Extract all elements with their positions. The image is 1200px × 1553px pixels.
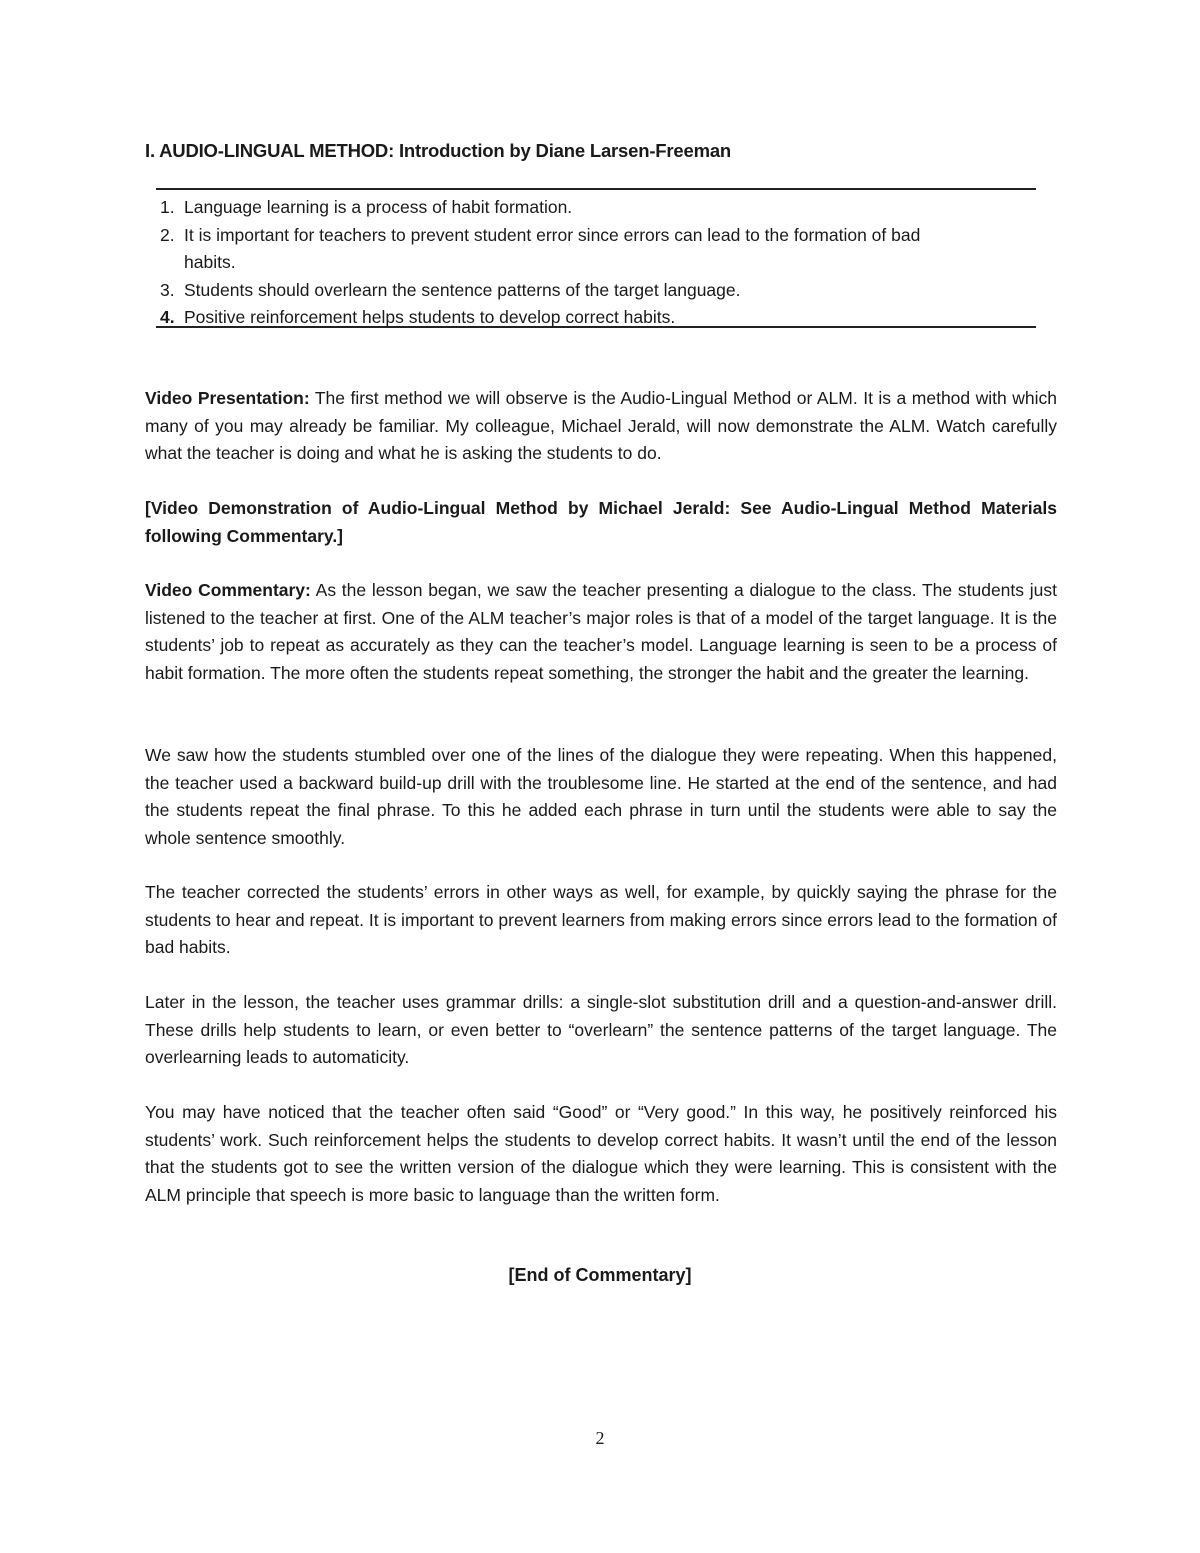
principle-number: 4.: [160, 307, 175, 327]
principle-number: 1.: [160, 197, 175, 217]
principle-text: Language learning is a process of habit formation.: [184, 197, 573, 217]
commentary-paragraph: Later in the lesson, the teacher uses grammar drills: a single-slot substitution drill and a question-and-answer drill. These drills help students to learn, or even better to “overlearn” the sentence patterns of the target language. The overlearning leads to automaticity.: [145, 992, 1057, 1067]
principle-text: Students should overlearn the sentence patterns of the target language.: [184, 279, 741, 300]
commentary-paragraph: The teacher corrected the students’ errors in other ways as well, for example, by quickly saying the phrase for the students to hear and repeat. It is important to prevent learners from making errors since errors lead to the formation of bad habits.: [145, 882, 1057, 957]
video-presentation-label: Video Presentation:: [145, 388, 310, 408]
principle-item: [156, 277, 1036, 305]
principles-list: [156, 194, 1036, 332]
video-commentary-paragraph: [145, 577, 1057, 687]
principles-box: [156, 188, 1036, 328]
page-number: 2: [595, 1428, 605, 1448]
end-of-commentary: [End of Commentary]: [508, 1265, 692, 1285]
video-commentary-text: As the lesson began, we saw the teacher presenting a dialogue to the class. The students just listened to the teacher at first. One of the ALM teacher’s major roles is that of a model of the target language. It is the students’ job to repeat as accurately as they can the teacher’s model. Language learning is seen to be a process of habit formation. The more often the students repeat something, the stronger the habit and the greater the learning.: [145, 580, 1057, 683]
video-presentation-text: The first method we will observe is the Audio-Lingual Method or ALM. It is a method with which many of you may already be familiar. My colleague, Michael Jerald, will now demonstrate the ALM. Watch carefully what the teacher is doing and what he is asking the students to do.: [145, 388, 1057, 463]
principle-item: [156, 222, 1036, 277]
principle-item: [156, 304, 1036, 332]
video-commentary-label: Video Commentary:: [145, 580, 311, 600]
commentary-paragraph: You may have noticed that the teacher often said “Good” or “Very good.” In this way, he positively reinforced his students’ work. Such reinforcement helps the students to develop correct habits. It wasn’t until the end of the lesson that the students got to see the written version of the dialogue which they were learning. This is consistent with the ALM principle that speech is more basic to language than the written form.: [145, 1102, 1057, 1205]
principle-item: [156, 194, 1036, 222]
principle-text: It is important for teachers to prevent student error since errors can lead to the formation of bad habits.: [184, 224, 921, 272]
principle-number: 2.: [160, 224, 175, 245]
principle-text: Positive reinforcement helps students to develop correct habits.: [184, 307, 676, 327]
video-presentation-paragraph: [145, 385, 1057, 468]
commentary-paragraph: We saw how the students stumbled over one of the lines of the dialogue they were repeating. When this happened, the teacher used a backward build-up drill with the troublesome line. He started at the end of the sentence, and had the students repeat the final phrase. To this he added each phrase in turn until the students were able to say the whole sentence smoothly.: [145, 745, 1057, 848]
section-heading: I. AUDIO-LINGUAL METHOD: Introduction by Diane Larsen-Freeman: [145, 140, 732, 161]
video-demonstration-note: [Video Demonstration of Audio-Lingual Method by Michael Jerald: See Audio-Lingual Method Materials following Commentary.]: [145, 498, 1057, 546]
principle-number: 3.: [160, 279, 175, 300]
